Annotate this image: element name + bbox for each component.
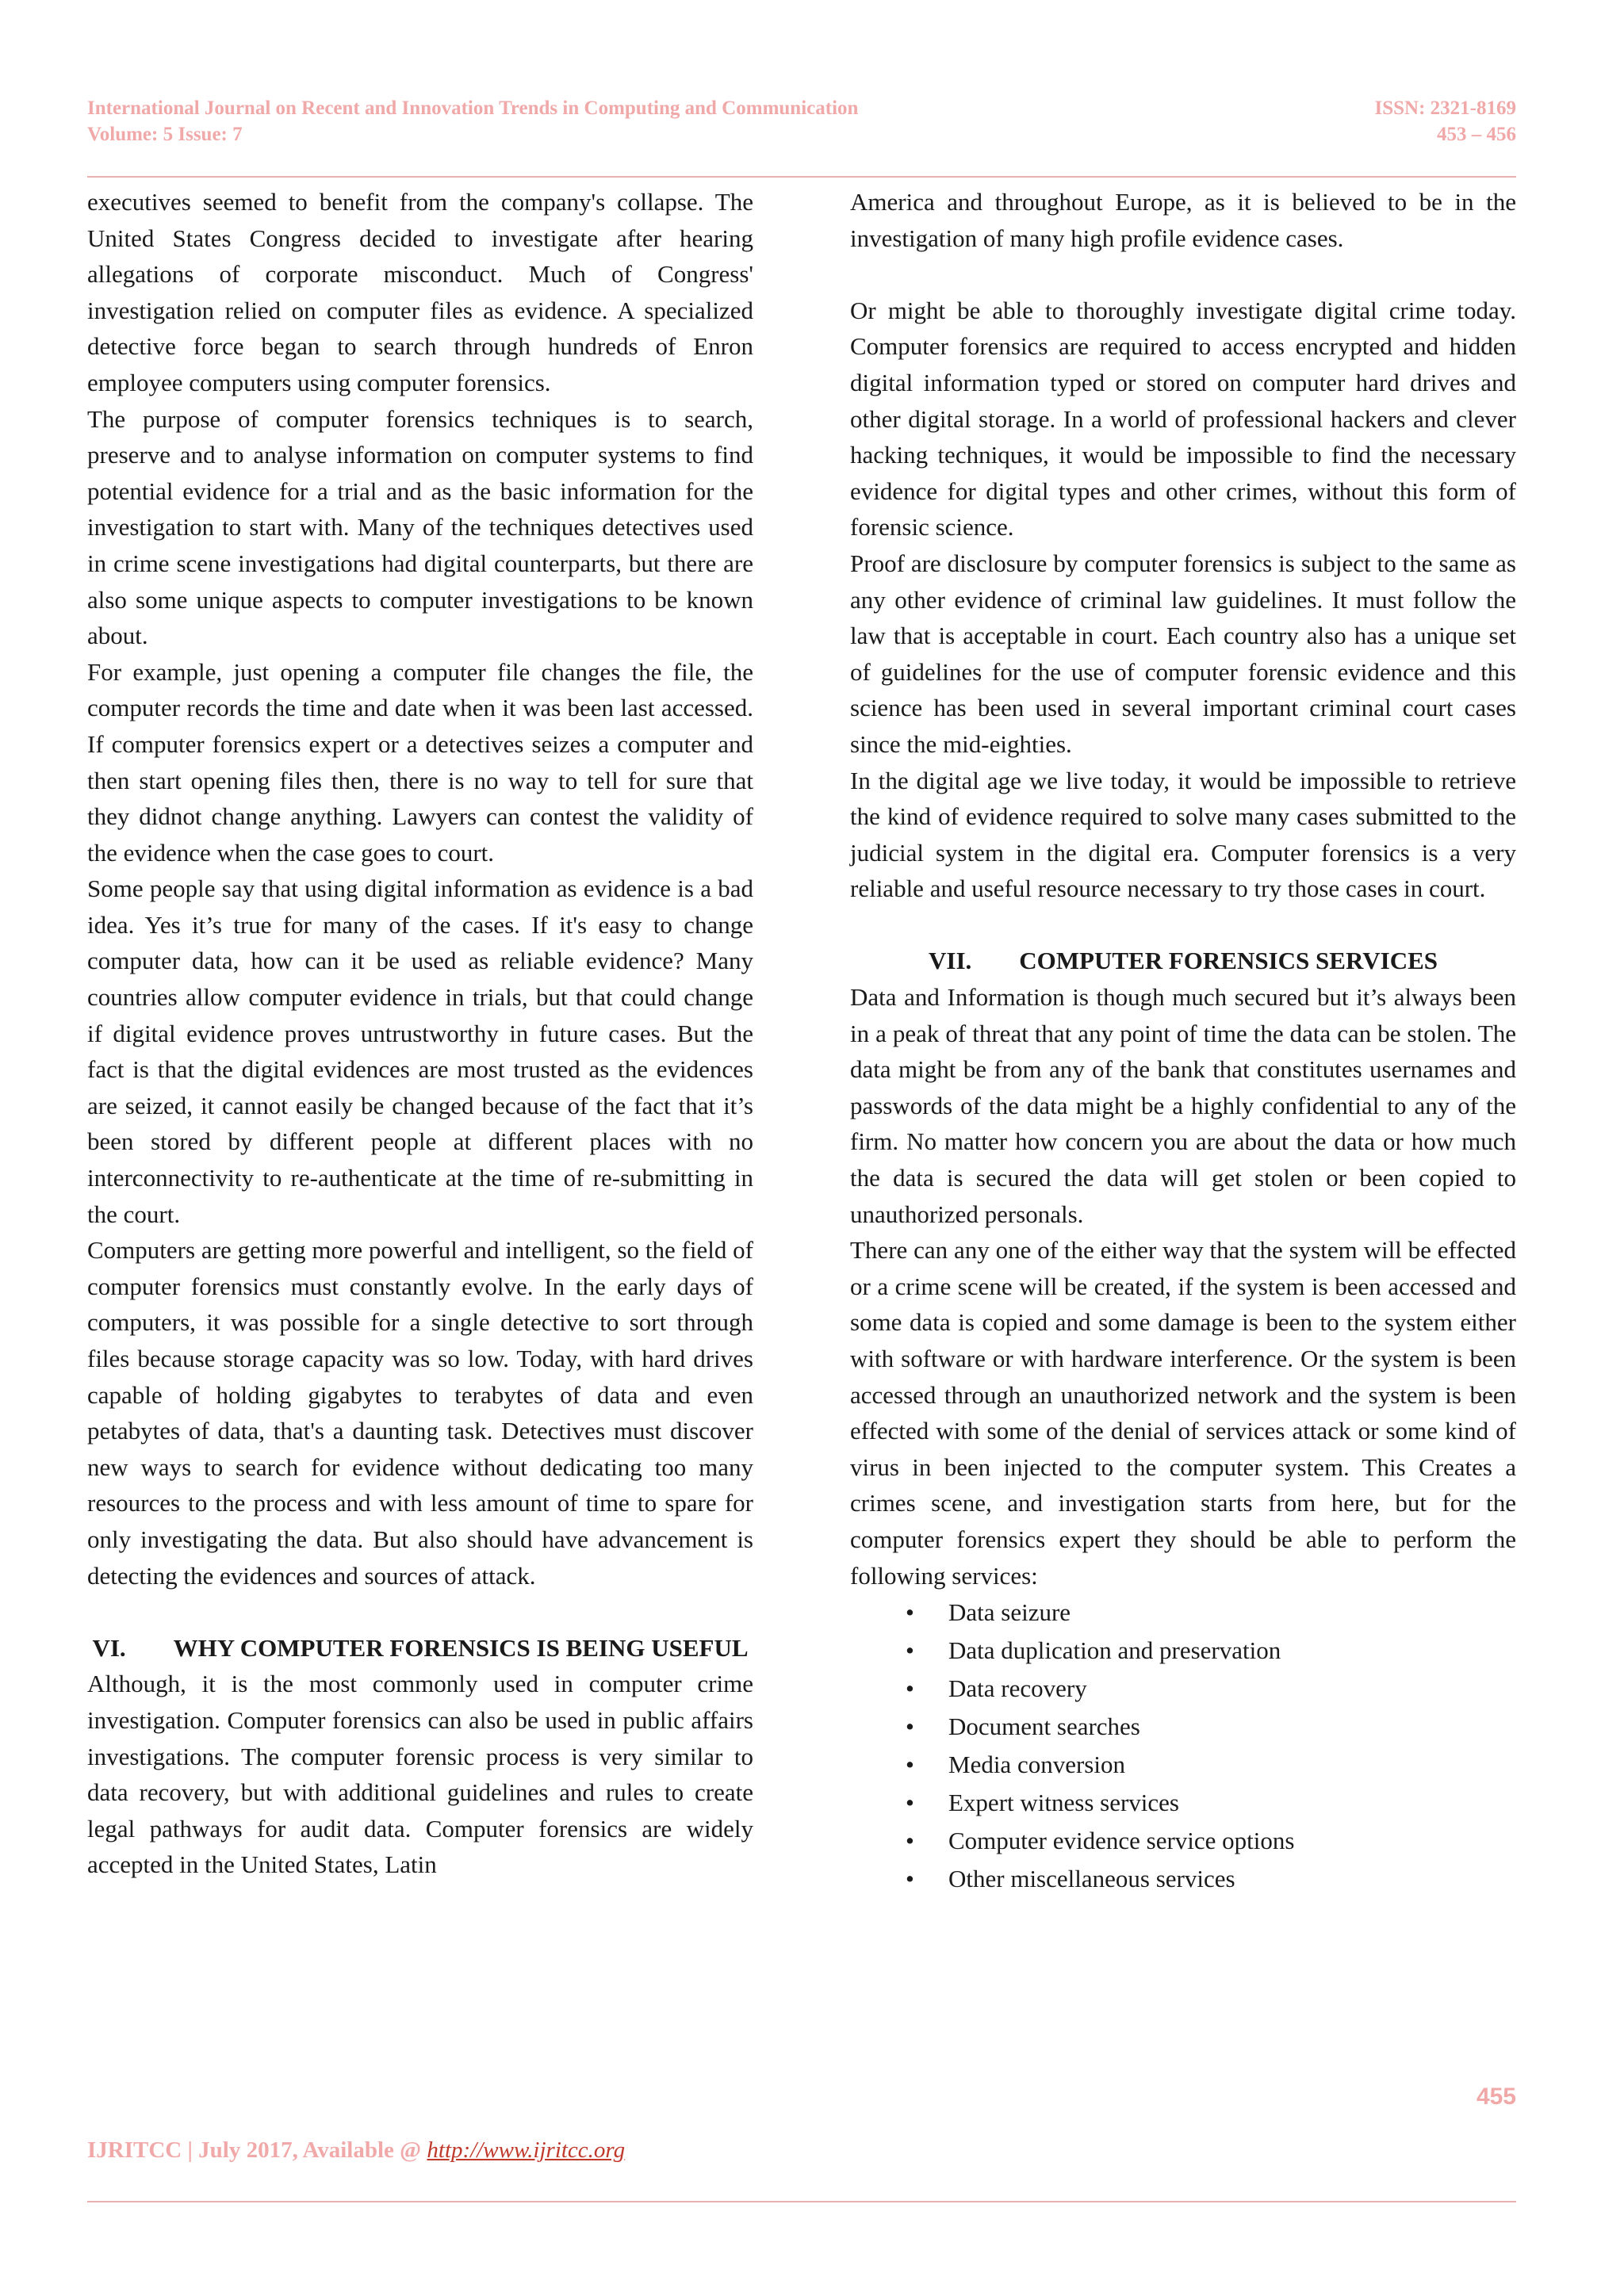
paragraph: Proof are disclosure by computer forensics is subject to the same as any other evidence of criminal law guidelines. It must follow the law that is acceptable in court. Each country also has a unique set of guidelines for the use of computer forensic evidence and this science has been used in several important criminal court cases since the mid-eighties.: [850, 549, 1516, 758]
bullet-icon: •: [906, 1789, 914, 1817]
header-divider: [87, 176, 1516, 178]
footer-link[interactable]: http://www.ijritcc.org: [427, 2137, 626, 2163]
page-header-left: [87, 95, 858, 147]
paragraph: Although, it is the most commonly used in computer crime investigation. Computer forensics can also be used in public affairs investigations. The computer forensic process is very similar to data recovery, but with additional guidelines and rules to create legal pathways for audit data. Computer forensics are widely accepted in the United States, Latin: [87, 1670, 753, 1879]
list-item-text: Media conversion: [948, 1751, 1125, 1779]
list-item: [850, 1708, 1516, 1746]
journal-title: International Journal on Recent and Innovation Trends in Computing and Communication: [87, 98, 859, 119]
page-header-right: [1358, 95, 1516, 147]
left-column: [87, 184, 753, 1883]
list-item-text: Data duplication and preservation: [948, 1636, 1281, 1665]
bullet-icon: •: [906, 1712, 914, 1741]
section-heading-vi: [87, 1630, 753, 1667]
bullet-icon: •: [906, 1751, 914, 1779]
page-footer: [87, 2137, 625, 2164]
page-number: 455: [1476, 2084, 1516, 2110]
list-item: [850, 1670, 1516, 1708]
footer-divider: [87, 2201, 1516, 2202]
list-item: [850, 1632, 1516, 1670]
bullet-icon: •: [906, 1674, 914, 1703]
list-item-text: Computer evidence service options: [948, 1827, 1295, 1855]
paragraph: Computers are getting more powerful and intelligent, so the field of computer forensics must constantly evolve. In the early days of computers, it was possible for a single detective to sort through files because storage capacity was so low. Today, with hard drives capable of holding gigabytes to terabytes of data and even petabytes of data, that's a daunting task. Detectives must discover new ways to search for evidence without dedicating too many resources to the process and with less amount of time to spare for only investigating the data. But also should have advancement is detecting the evidences and sources of attack.: [87, 1236, 753, 1590]
spacer: [850, 907, 1516, 943]
bullet-icon: •: [906, 1865, 914, 1893]
paragraph: Data and Information is though much secured but it’s always been in a peak of threat that any point of time the data can be stolen. The data might be from any of the bank that constitutes usernames and passwords of the data might be a highly confidential to any of the firm. No matter how concern you are about the data or how much the data is secured the data will get stolen or been copied to unauthorized personals.: [850, 983, 1516, 1228]
list-item-text: Data recovery: [948, 1674, 1087, 1703]
section-heading-vii: [850, 943, 1516, 979]
bullet-icon: •: [906, 1636, 914, 1665]
footer-text: IJRITCC | July 2017, Available @: [87, 2137, 427, 2163]
bullet-icon: •: [906, 1598, 914, 1627]
spacer: [87, 1594, 753, 1630]
page-range: 453 – 456: [1437, 124, 1516, 145]
list-item: [850, 1784, 1516, 1822]
bullet-icon: •: [906, 1827, 914, 1855]
section-number: VI.: [92, 1633, 126, 1662]
list-item: [850, 1860, 1516, 1898]
issn: ISSN: 2321-8169: [1374, 98, 1516, 119]
spacer: [850, 256, 1516, 293]
paragraph: Some people say that using digital information as evidence is a bad idea. Yes it’s true for many of the cases. If it's easy to change computer data, how can it be used as reliable evidence? Many countries allow computer evidence in trials, but that could change if digital evidence proves untrustworthy in future cases. But the fact is that the digital evidences are most trusted as the evidences are seized, it cannot easily be changed because of the fact that it’s been stored by different people at different places with no interconnectivity to re-authenticate at the time of re-submitting in the court.: [87, 874, 753, 1228]
list-item: [850, 1594, 1516, 1632]
list-item-text: Other miscellaneous services: [948, 1865, 1235, 1893]
list-item-text: Data seizure: [948, 1598, 1071, 1627]
section-title: WHY COMPUTER FORENSICS IS BEING USEFUL: [173, 1633, 749, 1662]
volume-issue: Volume: 5 Issue: 7: [87, 124, 243, 145]
section-number: VII.: [929, 947, 972, 975]
paragraph: executives seemed to benefit from the company's collapse. The United States Congress decided to investigate after hearing allegations of corporate misconduct. Much of Congress' investigation relied on computer files as evidence. A specialized detective force began to search through hundreds of Enron employee computers using computer forensics.: [87, 188, 753, 396]
paragraph: In the digital age we live today, it would be impossible to retrieve the kind of evidence required to solve many cases submitted to the judicial system in the digital era. Computer forensics is a very reliable and useful resource necessary to try those cases in court.: [850, 766, 1516, 903]
list-item: [850, 1746, 1516, 1784]
list-item-text: Document searches: [948, 1712, 1140, 1741]
right-column: [850, 184, 1516, 1898]
list-item-text: Expert witness services: [948, 1789, 1179, 1817]
paragraph: For example, just opening a computer file changes the file, the computer records the time and date when it was been last accessed. If computer forensics expert or a detectives seizes a computer and then start opening files then, there is no way to tell for sure that they didnot change anything. Lawyers can contest the validity of the evidence when the case goes to court.: [87, 657, 753, 867]
paragraph: The purpose of computer forensics techniques is to search, preserve and to analyse information on computer systems to find potential evidence for a trial and as the basic information for the investigation to start with. Many of the techniques detectives used in crime scene investigations had digital counterparts, but there are also some unique aspects to computer investigations to be known about.: [87, 404, 753, 650]
services-list: [850, 1594, 1516, 1898]
paragraph: There can any one of the either way that the system will be effected or a crime scene will be created, if the system is been accessed and some data is copied and some damage is been to the system either with software or with hardware interference. Or the system is been accessed through an unauthorized network and the system is been effected with some of the denial of services attack or some kind of virus in been injected to the computer system. This Creates a crimes scene, and investigation starts from here, but for the computer forensics expert they should be able to perform the following services:: [850, 1236, 1516, 1590]
list-item: [850, 1822, 1516, 1860]
section-title: COMPUTER FORENSICS SERVICES: [1019, 947, 1438, 975]
paragraph: Or might be able to thoroughly investigate digital crime today. Computer forensics are required to access encrypted and hidden digital information typed or stored on computer hard drives and other digital storage. In a world of professional hackers and clever hacking techniques, it would be impossible to find the necessary evidence for digital types and other crimes, without this form of forensic science.: [850, 296, 1516, 541]
paragraph: America and throughout Europe, as it is believed to be in the investigation of many high profile evidence cases.: [850, 188, 1516, 252]
